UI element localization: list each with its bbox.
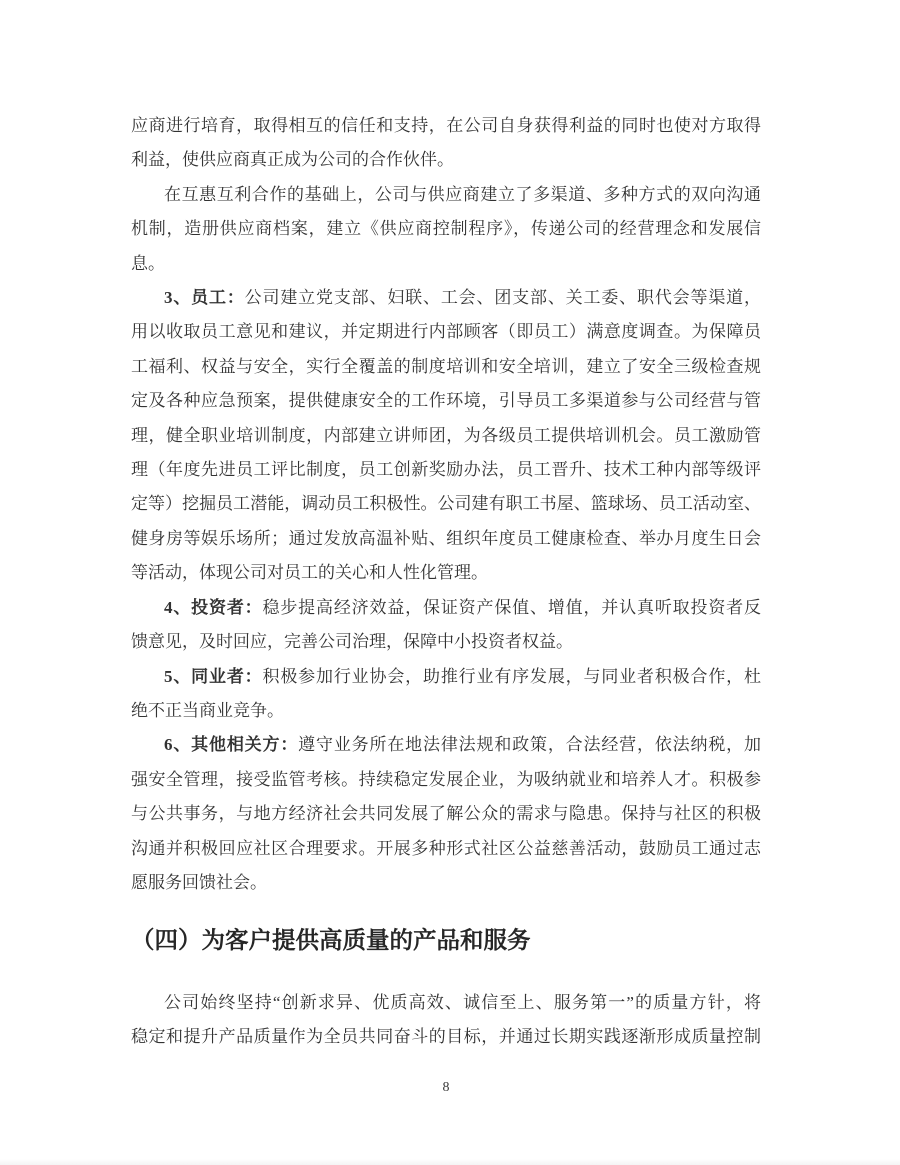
- text-line: 健身房等娱乐场所；通过发放高温补贴、组织年度员工健康检查、举办月度生日会: [131, 528, 761, 548]
- text-line: 强安全管理，接受监管考核。持续稳定发展企业，为吸纳就业和培养人才。积极参: [131, 769, 761, 789]
- text-run: 遵守业务所在地法律法规和政策，合法经营，依法纳税，加: [298, 735, 762, 755]
- text-line: 机制，造册供应商档案，建立《供应商控制程序》，传递公司的经营理念和发展信: [131, 219, 761, 239]
- text-line: 工福利、权益与安全，实行全覆盖的制度培训和安全培训，建立了安全三级检查规: [131, 356, 761, 376]
- text-line: 利益，使供应商真正成为公司的合作伙伴。: [131, 150, 454, 170]
- text-line: [131, 728, 761, 762]
- text-line: 息。: [131, 253, 165, 273]
- text-line: 定等）挖掘员工潜能，调动员工积极性。公司建有职工书屋、篮球场、员工活动室、: [131, 494, 761, 514]
- text-line: 等活动，体现公司对员工的关心和人性化管理。: [131, 563, 488, 583]
- text-line: 馈意见，及时回应，完善公司治理，保障中小投资者权益。: [131, 632, 573, 652]
- text-line: [131, 660, 761, 694]
- text-line: 定及各种应急预案，提供健康安全的工作环境，引导员工多渠道参与公司经营与管: [131, 391, 761, 411]
- paragraph-investors: [131, 591, 761, 660]
- item-label-employees: 3、员工：: [164, 288, 245, 308]
- text-line: [131, 281, 761, 315]
- text-line: 用以收取员工意见和建议，并定期进行内部顾客（即员工）满意度调查。为保障员: [131, 322, 761, 342]
- text-line: 稳定和提升产品质量作为全员共同奋斗的目标，并通过长期实践逐渐形成质量控制: [131, 1027, 761, 1047]
- text-line: 公司始终坚持“创新求异、优质高效、诚信至上、服务第一”的质量方针，将: [164, 992, 761, 1012]
- text-line: 理，健全职业培训制度，内部建立讲师团，为各级员工提供培训机会。员工激励管: [131, 425, 761, 445]
- section-heading: （四）为客户提供高质量的产品和服务: [131, 927, 531, 954]
- paragraph-supplier-communication: [131, 178, 761, 281]
- text-line: 与公共事务，与地方经济社会共同发展了解公众的需求与隐患。保持与社区的积极: [131, 804, 761, 824]
- scan-edge-artifact: [0, 1159, 900, 1165]
- item-label-peers: 5、同业者：: [164, 666, 263, 686]
- text-line: [131, 591, 761, 625]
- paragraph-industry-peers: [131, 660, 761, 729]
- text-run: 公司建立党支部、妇联、工会、团支部、关工委、职代会等渠道，: [244, 288, 762, 308]
- item-label-other-stakeholders: 6、其他相关方：: [164, 735, 299, 755]
- text-line: 应商进行培育，取得相互的信任和支持，在公司自身获得利益的同时也使对方取得: [131, 116, 761, 135]
- paragraph-employees: [131, 281, 761, 591]
- text-run: 积极参加行业协会，助推行业有序发展，与同业者积极合作，杜: [262, 666, 761, 686]
- text-line: 愿服务回馈社会。: [131, 872, 267, 892]
- text-column: [131, 0, 761, 1098]
- paragraph-supplier-continued: [131, 109, 761, 178]
- text-line: 在互惠互利合作的基础上，公司与供应商建立了多渠道、多种方式的双向沟通: [164, 184, 761, 204]
- item-label-investors: 4、投资者：: [164, 597, 263, 617]
- paragraph-other-stakeholders: [131, 728, 761, 900]
- text-run: 稳步提高经济效益，保证资产保值、增值，并认真听取投资者反: [262, 597, 761, 617]
- text-line: 沟通并积极回应社区合理要求。开展多种形式社区公益慈善活动，鼓励员工通过志: [131, 838, 761, 858]
- page-number: 8: [442, 1079, 450, 1095]
- paragraph-quality-policy: [131, 986, 761, 1055]
- text-line: 绝不正当商业竞争。: [131, 700, 284, 720]
- text-line: 理（年度先进员工评比制度，员工创新奖励办法，员工晋升、技术工种内部等级评: [131, 460, 761, 480]
